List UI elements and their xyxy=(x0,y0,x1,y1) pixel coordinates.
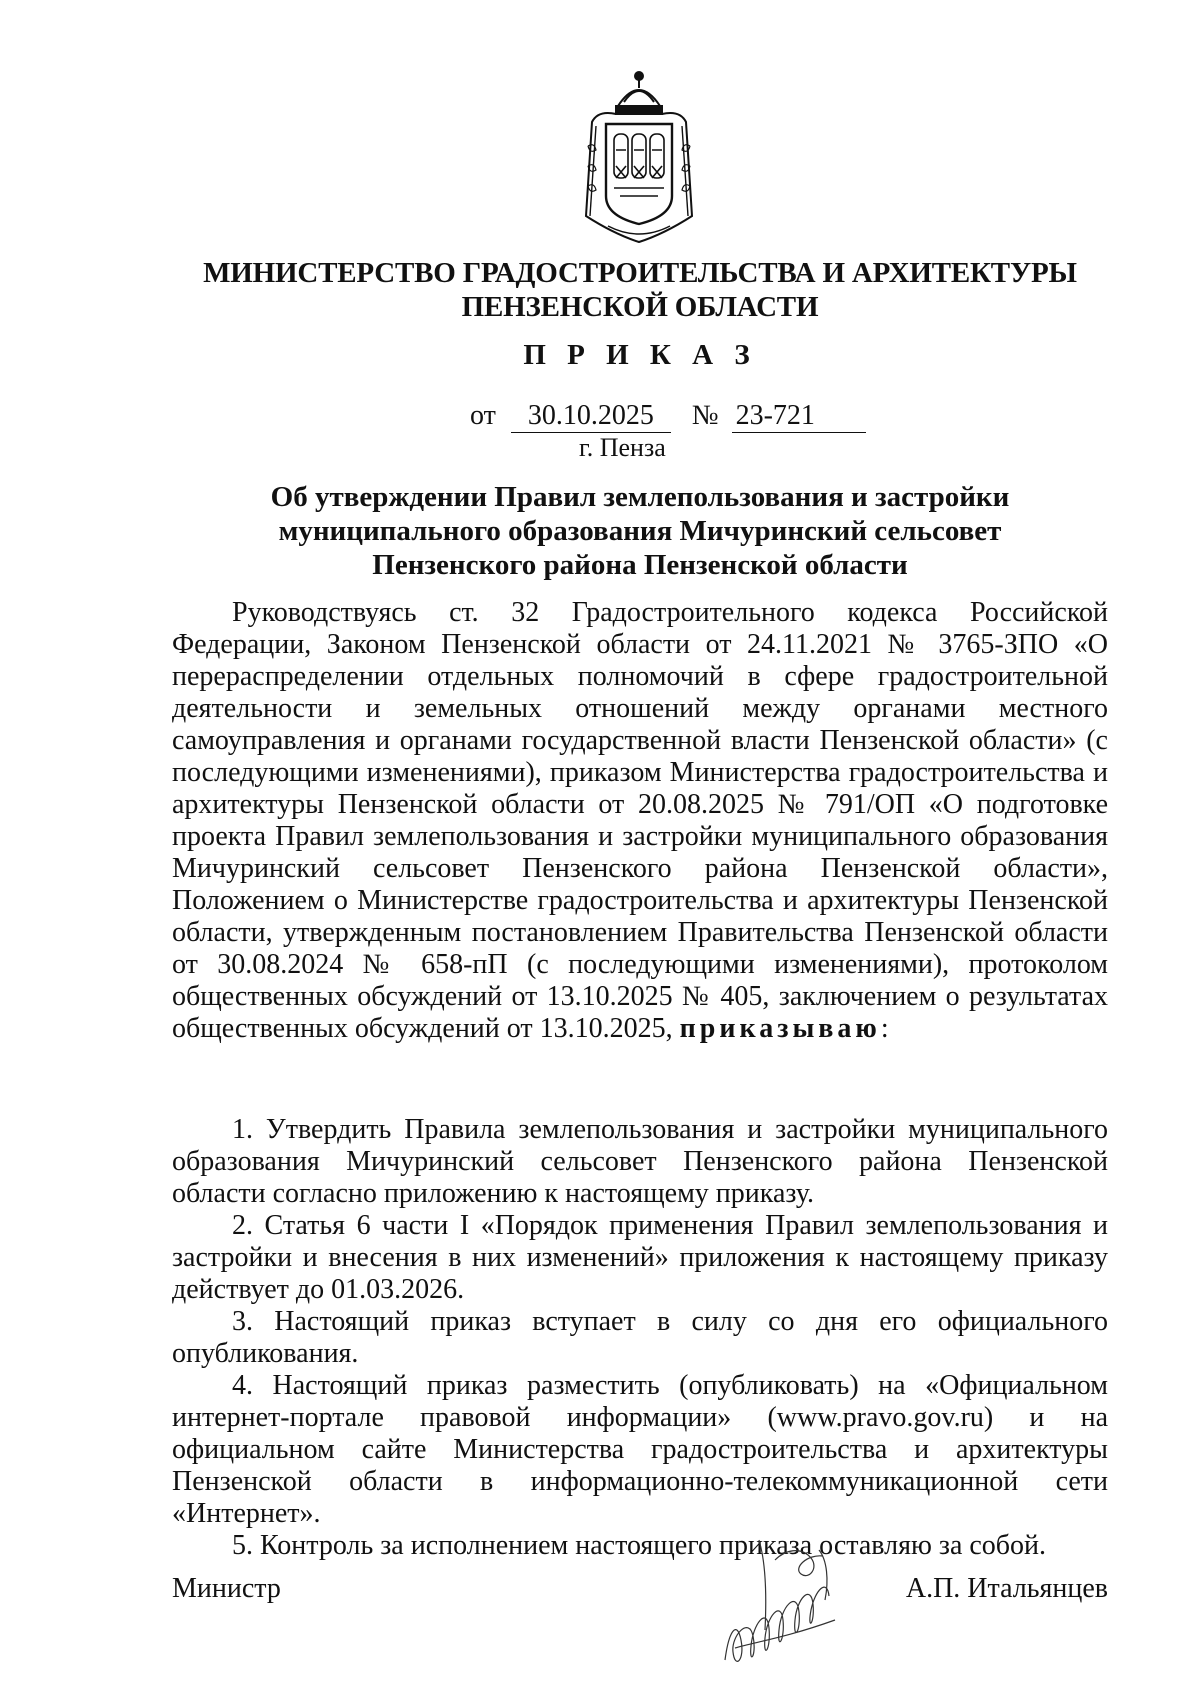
order-details xyxy=(470,400,866,433)
document-type: П Р И К А З xyxy=(523,339,757,371)
order-items xyxy=(172,1114,1108,1562)
ministry-name xyxy=(170,256,1110,324)
from-label: от xyxy=(470,400,496,431)
order-item: 2. Статья 6 части I «Порядок применения Правил землепользования и застройки и внесения в них изменений» приложения к настоящему приказу действует до 01.03.2026. xyxy=(172,1210,1108,1305)
title-line-2: муниципального образования Мичуринский сельсовет xyxy=(278,515,1002,547)
preamble xyxy=(172,597,1108,1045)
document-title xyxy=(170,480,1110,582)
title-line-3: Пензенского района Пензенской области xyxy=(372,549,908,581)
ministry-line-1: МИНИСТЕРСТВО ГРАДОСТРОИТЕЛЬСТВА И АРХИТЕКТУРЫ xyxy=(203,257,1077,289)
order-item: 1. Утвердить Правила землепользования и застройки муниципального образования Мичуринский сельсовет Пензенского района Пензенской области согласно приложению к настоящему приказу. xyxy=(172,1114,1108,1209)
signer-role: Министр xyxy=(172,1573,281,1604)
title-line-1: Об утверждении Правил землепользования и застройки xyxy=(270,481,1010,513)
ministry-line-2: ПЕНЗЕНСКОЙ ОБЛАСТИ xyxy=(461,291,819,323)
city: г. Пенза xyxy=(579,433,666,462)
signer-name: А.П. Итальянцев xyxy=(905,1573,1108,1604)
order-item: 3. Настоящий приказ вступает в силу со дня его официального опубликования. xyxy=(172,1306,1108,1369)
coat-of-arms-icon xyxy=(578,66,700,248)
order-date: 30.10.2025 xyxy=(511,400,671,433)
order-verb: приказываю xyxy=(679,1013,881,1044)
order-number: 23-721 xyxy=(732,400,866,433)
order-item: 5. Контроль за исполнением настоящего приказа оставляю за собой. xyxy=(232,1530,1047,1561)
preamble-text: Руководствуясь ст. 32 Градостроительного кодекса Российской Федерации, Законом Пензенской области от 24.11.2021 № 3765-ЗПО «О перераспределении отдельных полномочий в сфере градостроительной деятельности и земельных отношений между органами местного самоуправления и органами государственной власти Пензенской области» (с последующими изменениями), приказом Министерства градостроительства и архитектуры Пензенской области от 20.08.2025 № 791/ОП «О подготовке проекта Правил землепользования и застройки муниципального образования Мичуринский сельсовет Пензенского района Пензенской области», Положением о Министерстве градостроительства и архитектуры Пензенской области, утвержденным постановлением Правительства Пензенской области от 30.08.2024 № 658-пП (с последующими изменениями), протоколом общественных обсуждений от 13.10.2025 № 405, заключением о результатах общественных обсуждений от 13.10.2025, xyxy=(172,597,1108,1044)
number-label: № xyxy=(691,400,719,431)
order-item: 4. Настоящий приказ разместить (опубликовать) на «Официальном интернет-портале правовой информации» (www.pravo.gov.ru) и на официальном сайте Министерства градостроительства и архитектуры Пензенской области в информационно-телекоммуникационной сети «Интернет». xyxy=(172,1370,1108,1529)
signature-icon xyxy=(715,1520,860,1680)
preamble-tail: : xyxy=(880,1013,889,1044)
preamble-paragraph xyxy=(172,597,1108,1045)
